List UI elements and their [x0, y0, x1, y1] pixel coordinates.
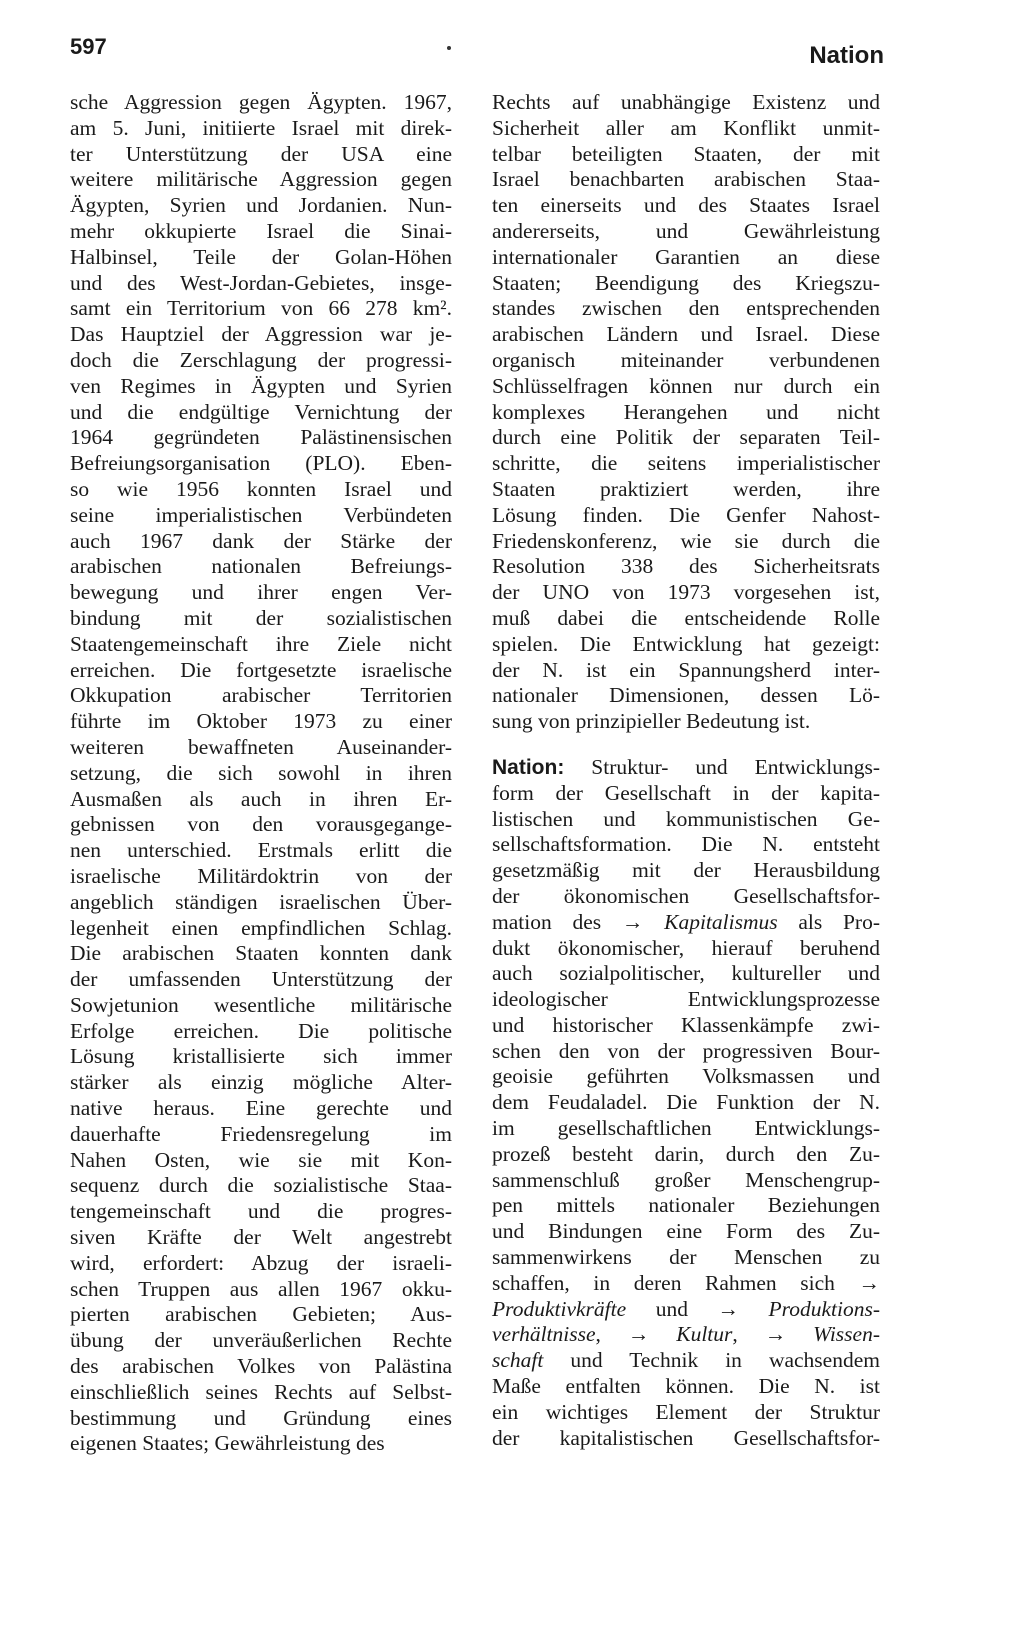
text-line: Israel benachbarten arabischen Staa-	[492, 167, 880, 192]
text-line: und des West-Jordan-Gebietes, insge-	[70, 270, 452, 295]
text-line-cross-ref	[492, 1271, 880, 1297]
text-line: stärker als einzig mögliche Alter-	[70, 1070, 452, 1095]
cross-reference-arrow-icon: →	[858, 1270, 880, 1295]
text-line: dauerhafte Friedensregelung im	[70, 1121, 452, 1146]
text-line: Erfolge erreichen. Die politische	[70, 1018, 452, 1043]
text-line: pen mittels nationaler Beziehungen	[492, 1193, 880, 1218]
text-line: erreichen. Die fortgesetzte israelische	[70, 657, 452, 682]
text-line: Schlüsselfragen können nur durch ein	[492, 373, 880, 398]
text-line: arabischen nationalen Befreiungs-	[70, 554, 452, 579]
text-line: ven Regimes in Ägypten und Syrien	[70, 373, 452, 398]
cross-reference-term[interactable]: verhältnisse	[492, 1322, 596, 1347]
text-line: eigenen Staates; Gewährleistung des	[70, 1431, 385, 1456]
text-line: Staaten; Beendigung des Kriegszu-	[492, 270, 880, 295]
text-line: setzung, die sich sowohl in ihren	[70, 760, 452, 785]
text-fragment: und	[626, 1296, 718, 1321]
text-line: doch die Zerschlagung der progressi-	[70, 347, 452, 372]
text-line: internationaler Garantien an diese	[492, 244, 880, 269]
entry-spacer	[492, 735, 880, 755]
text-line: Sicherheit aller am Konflikt unmit-	[492, 115, 880, 140]
text-line: gesetzmäßig mit der Herausbildung	[492, 858, 880, 883]
text-line: Maße entfalten können. Die N. ist	[492, 1374, 880, 1399]
text-line: Das Hauptziel der Aggression war je-	[70, 322, 452, 347]
text-line: spielen. Die Entwicklung hat gezeigt:	[492, 631, 880, 656]
text-line: ein wichtiges Element der Struktur	[492, 1399, 880, 1424]
text-line: tengemeinschaft und die progres-	[70, 1199, 452, 1224]
text-line: andererseits, und Gewährleistung	[492, 218, 880, 243]
text-line: komplexes Herangehen und nicht	[492, 399, 880, 424]
text-line: israelische Militärdoktrin von der	[70, 863, 452, 888]
cross-reference-term[interactable]: Kultur	[676, 1322, 733, 1347]
cross-reference-term[interactable]: Kapitalismus	[664, 909, 778, 934]
text-line: und die endgültige Vernichtung der	[70, 399, 452, 424]
text-line: bestimmung und Gründung eines	[70, 1405, 452, 1430]
text-line: seine imperialistischen Verbündeten	[70, 502, 452, 527]
text-line: der kapitalistischen Gesellschaftsfor-	[492, 1425, 880, 1450]
text-line: auch sozialpolitischer, kultureller und	[492, 961, 880, 986]
text-line: ideologischer Entwicklungsprozesse	[492, 987, 880, 1012]
text-line: sammenschluß großer Menschengrup-	[492, 1167, 880, 1192]
print-mark	[447, 46, 451, 50]
text-line: schen den von der progressiven Bour-	[492, 1038, 880, 1063]
entry-text-block	[492, 1374, 880, 1451]
text-line: Lösung kristallisierte sich immer	[70, 1044, 452, 1069]
entry-headword: Nation:	[492, 755, 565, 779]
entry-text-block	[492, 781, 880, 910]
text-line: des arabischen Volkes von Palästina	[70, 1354, 452, 1379]
text-line: durch eine Politik der separaten Teil-	[492, 425, 880, 450]
entry-text-block	[492, 936, 880, 1271]
text-line: samt ein Territorium von 66 278 km².	[70, 296, 452, 321]
text-line: am 5. Juni, initiierte Israel mit direk-	[70, 115, 452, 140]
text-line: der N. ist ein Spannungsherd inter-	[492, 657, 880, 682]
text-line: angeblich ständigen israelischen Über-	[70, 889, 452, 914]
text-line-cross-ref	[492, 1297, 880, 1323]
text-line: organisch miteinander verbundenen	[492, 347, 880, 372]
text-line: Staatengemeinschaft ihre Ziele nicht	[70, 631, 452, 656]
text-line: native heraus. Eine gerechte und	[70, 1096, 452, 1121]
text-line: weiteren bewaffneten Auseinander-	[70, 734, 452, 759]
running-head: Nation	[809, 42, 884, 69]
text-line: form der Gesellschaft in der kapita-	[492, 780, 880, 805]
text-line: schen Truppen aus allen 1967 okku-	[70, 1276, 452, 1301]
text-line: Staaten praktiziert werden, ihre	[492, 476, 880, 501]
text-line: Friedenskonferenz, wie sie durch die	[492, 528, 880, 553]
text-fragment: ,	[595, 1322, 628, 1347]
cross-reference-arrow-icon: →	[764, 1322, 814, 1347]
text-line: führte im Oktober 1973 zu einer	[70, 709, 452, 734]
text-fragment: schaffen, in deren Rahmen sich	[492, 1270, 859, 1295]
text-line: sche Aggression gegen Ägypten. 1967,	[70, 90, 452, 114]
text-line: Ausmaßen als auch in ihren Er-	[70, 786, 452, 811]
cross-reference-term[interactable]: Wissen-	[813, 1322, 880, 1347]
text-line: standes zwischen den entsprechenden	[492, 296, 880, 321]
text-line: sung von prinzipieller Bedeutung ist.	[492, 709, 811, 734]
text-line: bewegung und ihrer engen Ver-	[70, 580, 452, 605]
text-line: ten einerseits und des Staates Israel	[492, 193, 880, 218]
text-line: Halbinsel, Teile der Golan-Höhen	[70, 244, 452, 269]
text-line: Nahen Osten, wie sie mit Kon-	[70, 1147, 452, 1172]
cross-reference-term[interactable]: Produktions-	[768, 1296, 880, 1321]
text-line: bindung mit der sozialistischen	[70, 605, 452, 630]
text-line: wird, erfordert: Abzug der israeli-	[70, 1250, 452, 1275]
cross-reference-arrow-icon: →	[621, 909, 665, 934]
text-line: arabischen Ländern und Israel. Diese	[492, 322, 880, 347]
text-line: im gesellschaftlichen Entwicklungs-	[492, 1116, 880, 1141]
cross-reference-term[interactable]: Produktivkräfte	[492, 1296, 627, 1321]
text-line: ter Unterstützung der USA eine	[70, 141, 452, 166]
text-line: nationaler Dimensionen, dessen Lö-	[492, 683, 880, 708]
left-text-block	[70, 322, 452, 1457]
text-fragment: mation des	[492, 909, 622, 934]
text-line: Ägypten, Syrien und Jordanien. Nun-	[70, 193, 452, 218]
text-line: schritte, die seitens imperialistischer	[492, 451, 880, 476]
cross-reference-arrow-icon: →	[717, 1296, 769, 1321]
text-line: so wie 1956 konnten Israel und	[70, 476, 452, 501]
text-line: Resolution 338 des Sicherheitsrats	[492, 554, 880, 579]
text-line: übung der unveräußerlichen Rechte	[70, 1328, 452, 1353]
text-line: prozeß besteht darin, durch den Zu-	[492, 1141, 880, 1166]
text-line: mehr okkupierte Israel die Sinai-	[70, 218, 452, 243]
text-line: der ökonomischen Gesellschaftsfor-	[492, 883, 880, 908]
text-line-cross-ref	[492, 1322, 880, 1348]
text-line: siven Kräfte der Welt angestrebt	[70, 1225, 452, 1250]
text-line: gebnissen von den vorausgegange-	[70, 812, 452, 837]
text-line-cross-ref	[492, 1348, 880, 1374]
page-number: 597	[70, 34, 107, 59]
text-line: und Bindungen eine Form des Zu-	[492, 1219, 880, 1244]
page-header	[70, 34, 884, 74]
text-line: listischen und kommunistischen Ge-	[492, 806, 880, 831]
entry-first-line	[492, 755, 880, 781]
text-line: telbar beteiligten Staaten, der mit	[492, 141, 880, 166]
text-fragment: ,	[732, 1322, 765, 1347]
text-line: und historischer Klassenkämpfe zwi-	[492, 1012, 880, 1037]
text-line-cross-ref	[492, 910, 880, 936]
entry-first-line-text: Struktur- und Entwicklungs-	[564, 754, 880, 779]
text-fragment: als Pro-	[777, 909, 881, 934]
text-line: muß dabei die entscheidende Rolle	[492, 605, 880, 630]
cross-reference-term[interactable]: schaft	[492, 1348, 544, 1373]
text-line: Die arabischen Staaten konnten dank	[70, 941, 452, 966]
text-line: 1964 gegründeten Palästinensischen	[70, 425, 452, 450]
text-line: der UNO von 1973 vorgesehen ist,	[492, 580, 880, 605]
text-line: Lösung finden. Die Genfer Nahost-	[492, 502, 880, 527]
text-line: sellschaftsformation. Die N. entsteht	[492, 832, 880, 857]
cross-reference-arrow-icon: →	[627, 1322, 677, 1347]
text-line: Sowjetunion wesentliche militärische	[70, 992, 452, 1017]
text-line: Befreiungsorganisation (PLO). Eben-	[70, 451, 452, 476]
text-fragment: und Technik in wachsendem	[543, 1348, 880, 1373]
text-line: der umfassenden Unterstützung der	[70, 967, 452, 992]
text-line: Okkupation arabischer Territorien	[70, 683, 452, 708]
left-column	[70, 90, 452, 1457]
text-line: dukt ökonomischer, hierauf beruhend	[492, 935, 880, 960]
text-line: legenheit einen empfindlichen Schlag.	[70, 915, 452, 940]
text-line: auch 1967 dank der Stärke der	[70, 528, 452, 553]
text-line: sequenz durch die sozialistische Staa-	[70, 1173, 452, 1198]
text-line: weitere militärische Aggression gegen	[70, 167, 452, 192]
text-line: sammenwirkens der Menschen zu	[492, 1245, 880, 1270]
right-column	[492, 90, 880, 1451]
text-line: Rechts auf unabhängige Existenz und	[492, 90, 880, 114]
text-line: geoisie geführten Volksmassen und	[492, 1064, 880, 1089]
previous-entry-continuation	[492, 90, 880, 735]
text-line: dem Feudaladel. Die Funktion der N.	[492, 1090, 880, 1115]
text-line: einschließlich seines Rechts auf Selbst-	[70, 1379, 452, 1404]
text-line: pierten arabischen Gebieten; Aus-	[70, 1302, 452, 1327]
text-line: nen unterschied. Erstmals erlitt die	[70, 838, 452, 863]
